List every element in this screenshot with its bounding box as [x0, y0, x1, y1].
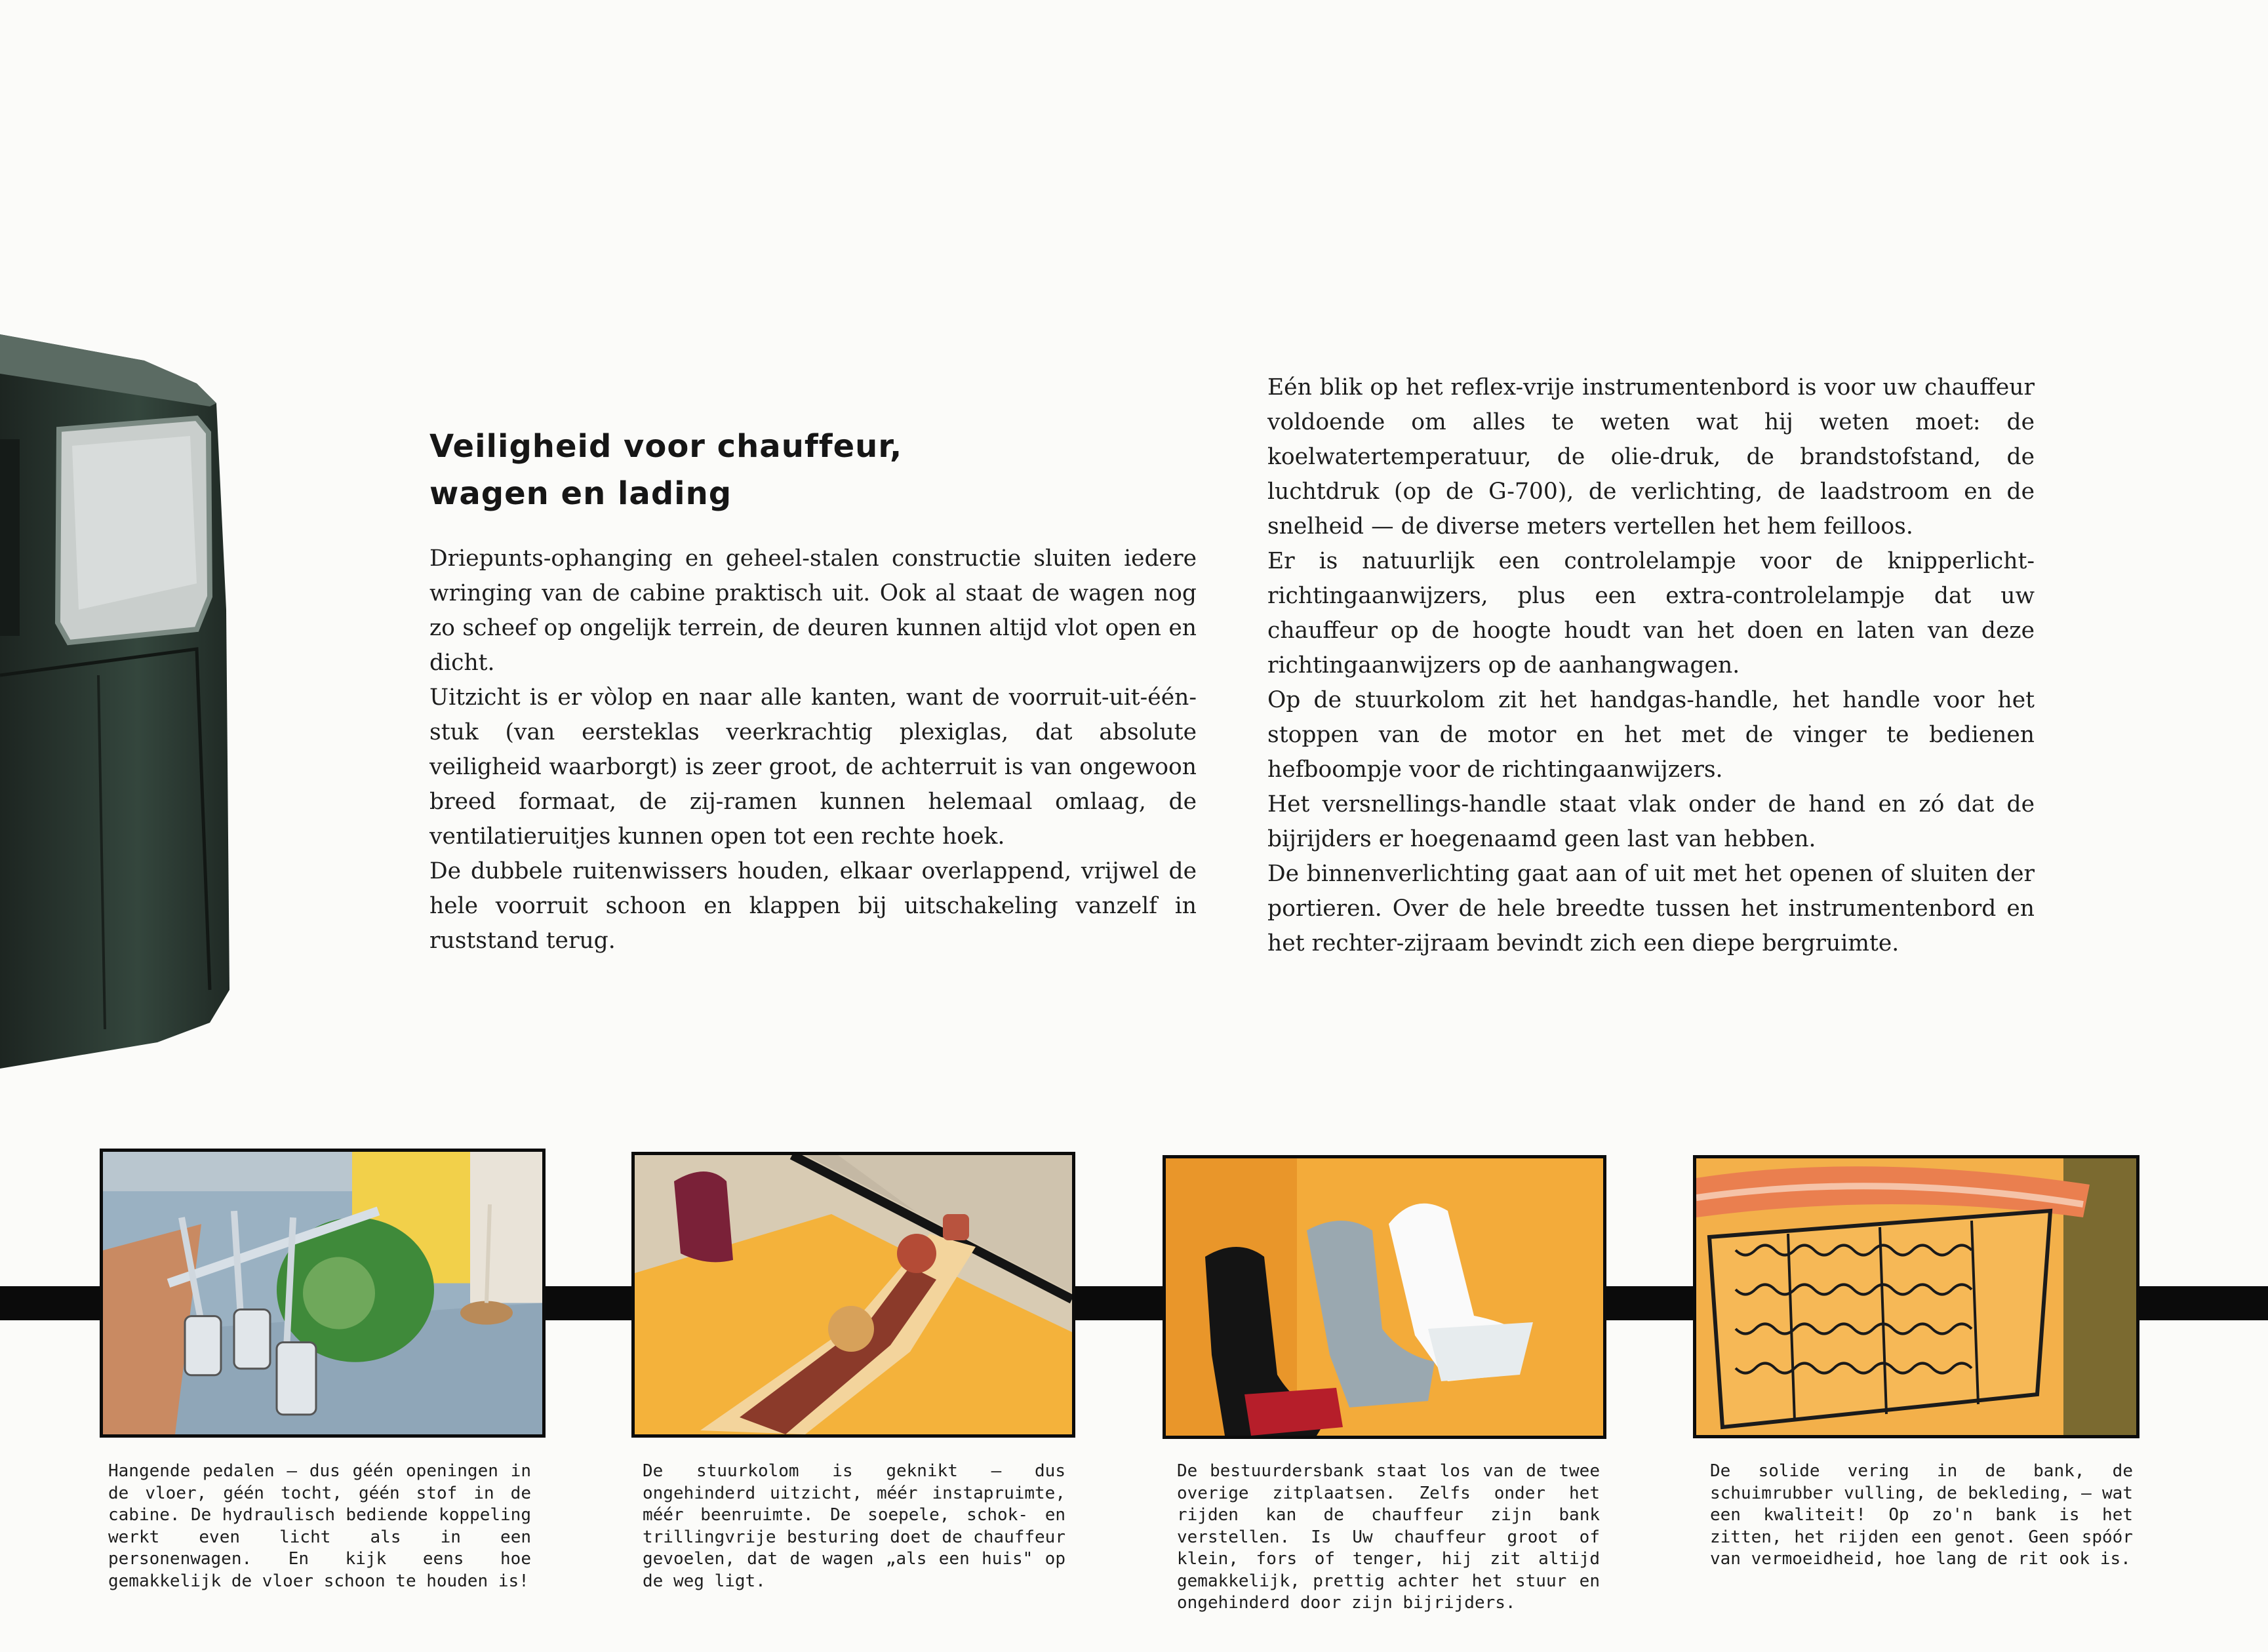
- seat-springs-illustration: [1693, 1155, 2139, 1438]
- paragraph: Eén blik op het reflex-vrije instrumentenbord is voor uw chauffeur voldoende om alles te weten wat hij weten moet: de koelwatertemperatuur, de olie-druk, de brandstofstand, de luchtdruk (op de G-700), de verlichting, de laadstroom en de snelheid — de diverse meters vertellen het hem feilloos.: [1267, 374, 2035, 540]
- page-heading: [429, 423, 928, 517]
- paragraph: De binnenverlichting gaat aan of uit met het openen of sluiten der portieren. Over de hele breedte tussen het instrumentenbord en het rechter-zijraam bevindt zich een diepe bergruimte.: [1267, 861, 2035, 956]
- paragraph: Er is natuurlijk een controlelampje voor de knipperlicht-richtingaanwijzers, plus een extra-controlelampje dat uw chauffeur op de hoogte houdt van het doen en laten van deze richtingaanwijzers op de aanhangwagen.: [1267, 548, 2035, 678]
- caption-pedals: Hangende pedalen — dus géén openingen in de vloer, géén tocht, géén stof in de cabine. De hydraulisch bediende koppeling werkt even licht als in een personenwagen. En kijk eens hoe gemakkelijk de vloer schoon te houden is!: [108, 1461, 531, 1591]
- paragraph: Driepunts-ophanging en geheel-stalen constructie sluiten iedere wringing van de cabine praktisch uit. Ook al staat de wagen nog zo scheef op ongelijk terrein, de deuren kunnen altijd vlot open en dicht.: [429, 545, 1197, 676]
- right-text-column: [1267, 370, 2035, 961]
- left-text-column: [429, 541, 1197, 958]
- truck-cab-illustration: [0, 334, 236, 1069]
- seats-illustration: [1163, 1155, 1606, 1439]
- steering-column-illustration: [631, 1152, 1075, 1438]
- paragraph: Uitzicht is er vòlop en naar alle kanten, want de voorruit-uit-één-stuk (van eersteklas veerkrachtig plexiglas, dat absolute veiligheid waarborgt) is zeer groot, de achterruit is van ongewoon breed formaat, de zij-ramen kunnen helemaal omlaag, de ventilatieruitjes kunnen open tot een rechte hoek.: [429, 684, 1197, 850]
- caption-steering-column: De stuurkolom is geknikt — dus ongehinderd uitzicht, méér instapruimte, méér beenruimte. De soepele, schok- en trillingvrije besturing doet de chauffeur gevoelen, dat de wagen „als een huis" op de weg ligt.: [643, 1461, 1065, 1591]
- heading-line-1: Veiligheid voor chauffeur,: [429, 428, 903, 465]
- pedals-illustration: [100, 1149, 546, 1438]
- caption-seat-springs: De solide vering in de bank, de schuimrubber vulling, de bekleding, — wat een kwaliteit! Op zo'n bank is het zitten, het rijden een genot. Geen spóór van vermoeidheid, hoe lang de rit ook is.: [1710, 1461, 2133, 1569]
- heading-line-2: wagen en lading: [429, 475, 732, 512]
- caption-seats: De bestuurdersbank staat los van de twee overige zitplaatsen. Zelfs onder het rijden kan de chauffeur zijn bank verstellen. Is Uw chauffeur groot of klein, fors of tenger, hij zit altijd gemakkelijk, prettig achter het stuur en ongehinderd door zijn bijrijders.: [1177, 1461, 1600, 1613]
- paragraph: De dubbele ruitenwissers houden, elkaar overlappend, vrijwel de hele voorruit schoon en klappen bij uitschakeling vanzelf in ruststand terug.: [429, 858, 1197, 954]
- paragraph: Op de stuurkolom zit het handgas-handle, het handle voor het stoppen van de motor en het met de vinger te bedienen hefboompje voor de richtingaanwijzers.: [1267, 687, 2035, 783]
- paragraph: Het versnellings-handle staat vlak onder de hand en zó dat de bijrijders er hoegenaamd geen last van hebben.: [1267, 791, 2035, 852]
